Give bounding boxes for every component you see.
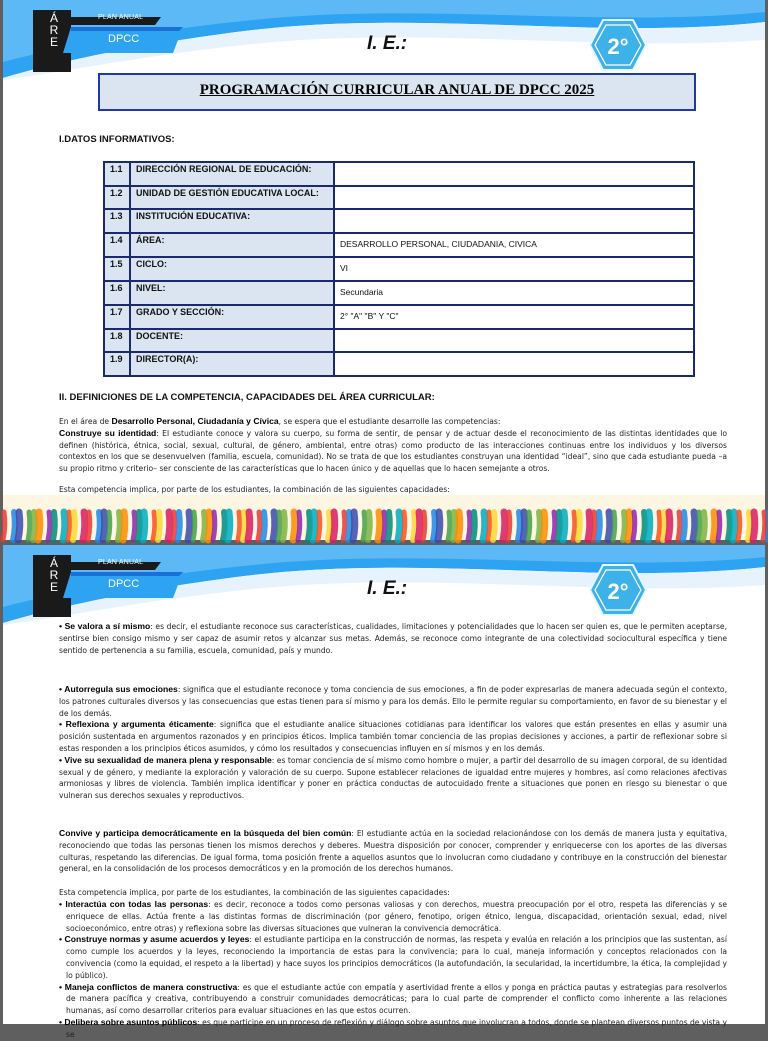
capacity-maneja-conflictos: • Maneja conflictos de manera constructiva: es que el estudiante actúe con empatía y asertividad frente a ellos y ponga en práctica pautas y estrategias para resolverlos de manera pacífica y creativa, contribuyendo a construir comunidades democráticas; para lo cual parte de comprender el conflicto como inherente a las relaciones humanas, así como desarrollar criterios para evaluar situaciones en las que estos ocurren.: [59, 981, 727, 1016]
info-table-row: [104, 329, 694, 353]
row-label: DIRECCIÓN REGIONAL DE EDUCACIÓN:: [130, 162, 334, 186]
info-table-row: [104, 186, 694, 210]
ie-label: I. E.:: [367, 33, 408, 54]
intro-bold: Desarrollo Personal, Ciudadanía y Cívica: [111, 416, 279, 426]
area-label: DPCC: [108, 578, 140, 590]
info-table-row: [104, 209, 694, 233]
comp1-text: : El estudiante conoce y valora su cuerpo, su forma de sentir, de pensar y de actuar desde el reconocimiento de las distintas identidades que lo definen (histórica, étnica, social, sexual, cultural, de género, ambiental, entre otras) como producto de las interacciones continuas entre los individuos y los diversos contextos en los que se desenvuelven (familia, escuela, comunidad). No se trata de que los estudiantes construyan una identidad “ideal”, sino que cada estudiante pueda –a su propio ritmo y criterio– ser consciente de las características que lo hacen único y de aquellas que lo hacen semejante a otros.: [59, 428, 727, 474]
info-table: [103, 161, 695, 377]
page-2: [3, 545, 765, 1039]
capacity-autorregula: • Autorregula sus emociones: significa que el estudiante reconoce y toma conciencia de sus emociones, a fin de poder expresarlas de manera adecuada según el contexto, los patrones culturales diversos y las consecuencias que estas tienen para sí mismo y para los demás. Ello le permite regular su comportamiento, en favor de su bienestar y el de los demás.: [59, 684, 727, 718]
letter-2: R: [49, 23, 59, 37]
comp2-text: : El estudiante actúa en la sociedad relacionándose con los demás de manera justa y equitativa, reconociendo que todas las personas tienen los mismos derechos y deberes. Muestra disposición por conocer, comprender y enriquecerse con los aportes de las diversas culturas, respetando las diferencias. De igual forma, toma posición frente a aquellos asuntos que lo involucran como ciudadano y contribuye en la construcción del bienestar general, en la consolidación de los procesos democráticos y en la promoción de los derechos humanos.: [59, 829, 727, 874]
capacities-intro: Esta competencia implica, por parte de los estudiantes, la combinación de las siguientes capacidades:: [59, 485, 450, 494]
grade-hexagon-badge: [588, 563, 648, 617]
row-label: INSTITUCIÓN EDUCATIVA:: [130, 209, 334, 233]
competence-convive: [59, 828, 727, 875]
letter-2: R: [49, 568, 59, 582]
row-number: 1.5: [104, 257, 130, 281]
grade-text: 2°: [607, 579, 629, 604]
row-number: 1.2: [104, 186, 130, 210]
capacity-se-valora: [59, 621, 727, 656]
plan-anual-label: PLAN ANUAL: [98, 559, 144, 566]
letter-1: Á: [49, 556, 58, 570]
row-number: 1.4: [104, 233, 130, 257]
capacity-construye-normas: • Construye normas y asume acuerdos y leyes: el estudiante participa en la construcción de normas, las respeta y evalúa en relación a los principios que las sustentan, así como cumple los acuerdos y la leyes, reconociendo la importancia de estas para la convivencia; para lo cual, maneja información y conceptos relacionados con la convivencia (como la equidad, el respeto a la libertad) y hace suyos los principios democráticos (la autofundación, la secularidad, la incertidumbre, la ética, la complejidad y lo público).: [59, 934, 727, 980]
row-value: [334, 352, 694, 376]
row-label: CICLO:: [130, 257, 334, 281]
capacity-interactua: • Interactúa con todas las personas: es decir, reconoce a todos como personas valiosas y con derechos, muestra preocupación por el otro, respeta las diferencias y se enriquece de ellas. Actúa frente a las distintas formas de discriminación (por género, fenotipo, origen étnico, lengua, discapacidad, orientación sexual, edad, nivel socioeconómico, entre otras) y reflexiona sobre las diversas situaciones que vulneran la convivencia democrática.: [59, 899, 727, 933]
info-table-row: [104, 305, 694, 329]
cap1-bold: • Se valora a sí mismo: [59, 621, 151, 631]
ie-label: I. E.:: [367, 578, 408, 599]
comp1-bold: Construye su identidad: [59, 427, 157, 438]
intro-pre: En el área de: [59, 417, 112, 426]
capacity-list-1: [59, 684, 727, 802]
capacity-reflexiona: • Reflexiona y argumenta éticamente: significa que el estudiante analice situaciones cotidianas para identificar los valores que están presentes en ellas y asumir una posición sustentada en argumentos razonados y en principios éticos. Implica también tomar conciencia de las propias decisiones y acciones, a partir de reflexionar sobre si estas responden a los principios éticos asumidos, y cómo los resultados y consecuencias influyen en sí mismos y en los demás.: [59, 719, 727, 753]
info-table-row: [104, 233, 694, 257]
capacities-intro-2: Esta competencia implica, por parte de los estudiantes, la combinación de las siguientes capacidades:: [59, 888, 450, 897]
area-letters: [43, 557, 65, 593]
row-value: [334, 329, 694, 353]
intro-paragraph: [59, 416, 727, 475]
row-value: 2° "A" "B" Y "C": [334, 305, 694, 329]
row-value: [334, 186, 694, 210]
info-table-row: [104, 162, 694, 186]
page-1: [3, 0, 765, 540]
row-label: DIRECTOR(A):: [130, 352, 334, 376]
row-value: DESARROLLO PERSONAL, CIUDADANIA, CIVICA: [334, 233, 694, 257]
section-2-heading: II. DEFINICIONES DE LA COMPETENCIA, CAPACIDADES DEL ÁREA CURRICULAR:: [59, 392, 435, 403]
letter-1: Á: [49, 11, 58, 25]
cap1-text: : es decir, el estudiante reconoce sus características, cualidades, limitaciones y potencialidades que lo hacen ser quien es, que le permiten aceptarse, sentirse bien consigo mismo y ser capaz de asumir retos y alcanzar sus metas. Además, se reconoce como integrante de una colectividad sociocultural específica y tiene sentido de pertenencia a su familia, escuela, comunidad, país y mundo.: [59, 622, 727, 655]
area-letters: [43, 12, 65, 48]
capacity-list-2: [59, 899, 727, 1041]
info-table-row: [104, 257, 694, 281]
letter-3: E: [49, 580, 58, 594]
capacity-sexualidad: • Vive su sexualidad de manera plena y responsable: es tomar conciencia de sí mismo como hombre o mujer, a partir del desarrollo de su imagen corporal, de su identidad sexual y de género, y mediante la exploración y valoración de su cuerpo. Supone establecer relaciones de igualdad entre mujeres y hombres, así como relaciones afectivas armoniosas y libres de violencia. También implica identificar y poner en práctica conductas de autocuidado frente a situaciones que ponen en riesgo su bienestar o que vulneran sus derechos sexuales y reproductivos.: [59, 754, 727, 801]
row-number: 1.1: [104, 162, 130, 186]
row-value: Secundaria: [334, 281, 694, 305]
row-label: UNIDAD DE GESTIÓN EDUCATIVA LOCAL:: [130, 186, 334, 210]
row-label: GRADO Y SECCIÓN:: [130, 305, 334, 329]
letter-3: E: [49, 35, 58, 49]
row-label: NIVEL:: [130, 281, 334, 305]
intro-post: , se espera que el estudiante desarrolle las competencias:: [278, 417, 501, 426]
row-label: DOCENTE:: [130, 329, 334, 353]
row-value: VI: [334, 257, 694, 281]
row-number: 1.7: [104, 305, 130, 329]
row-number: 1.8: [104, 329, 130, 353]
row-label: ÁREA:: [130, 233, 334, 257]
row-number: 1.6: [104, 281, 130, 305]
comp2-bold: Convive y participa democráticamente en la búsqueda del bien común: [59, 828, 352, 838]
capacity-delibera: • Delibera sobre asuntos públicos: es que participe en un proceso de reflexión y diálogo sobre asuntos que involucran a todos, donde se plantean diversos puntos de vista y se: [59, 1016, 728, 1039]
rainbow-brush-footer: [3, 495, 765, 540]
row-value: [334, 209, 694, 233]
document-title: PROGRAMACIÓN CURRICULAR ANUAL DE DPCC 2025: [98, 73, 696, 111]
row-value: [334, 162, 694, 186]
row-number: 1.9: [104, 352, 130, 376]
grade-hexagon-badge: [588, 18, 648, 72]
section-1-heading: I.DATOS INFORMATIVOS:: [59, 134, 175, 145]
info-table-row: [104, 352, 694, 376]
plan-anual-label: PLAN ANUAL: [98, 14, 144, 21]
grade-text: 2°: [607, 34, 629, 59]
info-table-row: [104, 281, 694, 305]
row-number: 1.3: [104, 209, 130, 233]
area-label: DPCC: [108, 33, 140, 45]
